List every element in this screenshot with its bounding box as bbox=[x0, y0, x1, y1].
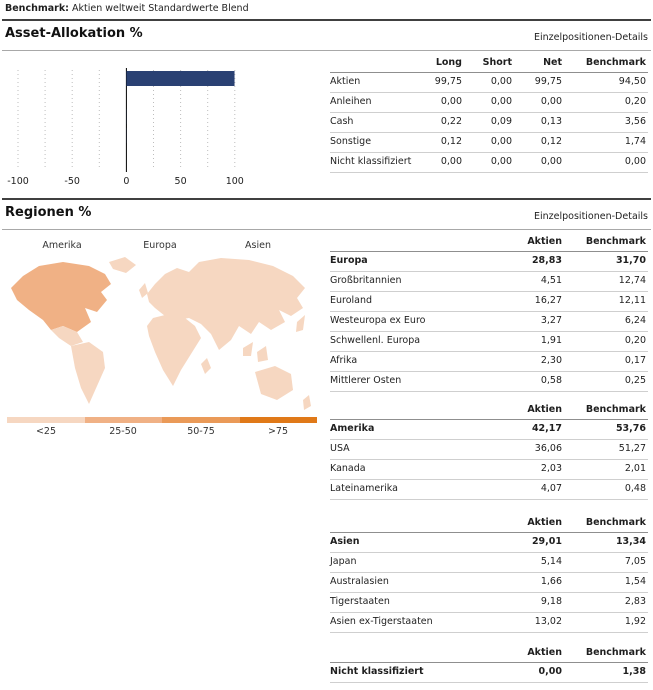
region-total-row bbox=[330, 252, 648, 272]
world-map bbox=[5, 240, 321, 440]
benchmark-value: Aktien weltweit Standardwerte Blend bbox=[72, 3, 249, 14]
cell-benchmark: 2,83 bbox=[564, 593, 648, 613]
madagascar-shape bbox=[201, 358, 211, 374]
section-title-regions: Regionen % bbox=[5, 205, 92, 220]
divider-thick bbox=[2, 198, 651, 200]
cell-benchmark: 6,24 bbox=[564, 312, 648, 332]
cell-benchmark: 12,74 bbox=[564, 272, 648, 292]
cell-net: 0,13 bbox=[514, 113, 564, 133]
row-label: Tigerstaaten bbox=[330, 593, 482, 613]
row-label: Sonstige bbox=[330, 133, 414, 153]
table-header-row bbox=[330, 236, 648, 252]
cell-benchmark: 0,48 bbox=[564, 480, 648, 500]
column-header: Benchmark bbox=[564, 404, 648, 420]
cell-aktien: 2,03 bbox=[482, 460, 564, 480]
column-header: Aktien bbox=[482, 517, 564, 533]
empty-header-cell bbox=[330, 57, 414, 73]
row-label: Nicht klassifiziert bbox=[330, 153, 414, 173]
cell-long: 99,75 bbox=[414, 73, 464, 93]
empty-header-cell bbox=[330, 647, 482, 663]
table-header-row bbox=[330, 57, 648, 73]
australia-shape bbox=[255, 366, 293, 400]
table-row bbox=[330, 113, 648, 133]
column-header: Aktien bbox=[482, 236, 564, 252]
cell-short: 0,09 bbox=[464, 113, 514, 133]
asset-allocation-bar-chart bbox=[5, 62, 321, 192]
cell-aktien: 1,66 bbox=[482, 573, 564, 593]
row-label: Europa bbox=[330, 252, 482, 272]
column-header: Benchmark bbox=[564, 236, 648, 252]
cell-aktien: 0,00 bbox=[482, 663, 564, 683]
legend-label: <25 bbox=[35, 426, 57, 437]
cell-long: 0,00 bbox=[414, 93, 464, 113]
divider-thin bbox=[2, 229, 651, 230]
cell-benchmark: 53,76 bbox=[564, 420, 648, 440]
table-row bbox=[330, 73, 648, 93]
legend-segment-lt25 bbox=[7, 417, 85, 423]
empty-header-cell bbox=[330, 517, 482, 533]
cell-benchmark: 1,74 bbox=[564, 133, 648, 153]
row-label: Asien ex-Tigerstaaten bbox=[330, 613, 482, 633]
cell-benchmark: 0,17 bbox=[564, 352, 648, 372]
cell-benchmark: 0,00 bbox=[564, 153, 648, 173]
region-row bbox=[330, 272, 648, 292]
empty-header-cell bbox=[330, 236, 482, 252]
section-title-asset-allocation: Asset-Allokation % bbox=[5, 26, 143, 41]
region-row bbox=[330, 613, 648, 633]
region-row bbox=[330, 312, 648, 332]
row-label: Amerika bbox=[330, 420, 482, 440]
asset-allocation-details-link[interactable]: Einzelpositionen-Details bbox=[534, 32, 648, 43]
row-label: Nicht klassifiziert bbox=[330, 663, 482, 683]
cell-aktien: 29,01 bbox=[482, 533, 564, 553]
region-row bbox=[330, 440, 648, 460]
cell-benchmark: 12,11 bbox=[564, 292, 648, 312]
row-label: Großbritannien bbox=[330, 272, 482, 292]
region-row bbox=[330, 352, 648, 372]
row-label: Lateinamerika bbox=[330, 480, 482, 500]
region-row bbox=[330, 573, 648, 593]
column-header: Aktien bbox=[482, 404, 564, 420]
row-label: USA bbox=[330, 440, 482, 460]
cell-aktien: 4,51 bbox=[482, 272, 564, 292]
cell-benchmark: 1,38 bbox=[564, 663, 648, 683]
cell-net: 0,00 bbox=[514, 153, 564, 173]
cell-benchmark: 0,20 bbox=[564, 332, 648, 352]
column-header: Benchmark bbox=[564, 57, 648, 73]
benchmark-line bbox=[5, 3, 249, 14]
cell-long: 0,00 bbox=[414, 153, 464, 173]
empty-header-cell bbox=[330, 404, 482, 420]
region-row bbox=[330, 372, 648, 392]
cell-net: 99,75 bbox=[514, 73, 564, 93]
column-header: Benchmark bbox=[564, 647, 648, 663]
legend-segment-gt75 bbox=[240, 417, 318, 423]
cell-aktien: 13,02 bbox=[482, 613, 564, 633]
row-label: Cash bbox=[330, 113, 414, 133]
row-label: Asien bbox=[330, 533, 482, 553]
bar-0 bbox=[126, 71, 234, 86]
axis-tick-label: 0 bbox=[123, 176, 130, 187]
cell-short: 0,00 bbox=[464, 93, 514, 113]
column-header: Aktien bbox=[482, 647, 564, 663]
cell-short: 0,00 bbox=[464, 153, 514, 173]
cell-benchmark: 1,92 bbox=[564, 613, 648, 633]
region-row bbox=[330, 593, 648, 613]
cell-benchmark: 2,01 bbox=[564, 460, 648, 480]
south-america-shape bbox=[71, 342, 105, 404]
region-row bbox=[330, 332, 648, 352]
cell-aktien: 4,07 bbox=[482, 480, 564, 500]
map-legend-bar bbox=[7, 417, 317, 423]
cell-benchmark: 7,05 bbox=[564, 553, 648, 573]
cell-long: 0,22 bbox=[414, 113, 464, 133]
row-label: Westeuropa ex Euro bbox=[330, 312, 482, 332]
greenland-shape bbox=[109, 257, 136, 273]
cell-benchmark: 3,56 bbox=[564, 113, 648, 133]
southeast-asia-island-shape bbox=[257, 346, 268, 362]
cell-benchmark: 94,50 bbox=[564, 73, 648, 93]
axis-tick-label: 50 bbox=[174, 176, 187, 187]
region-total-row bbox=[330, 533, 648, 553]
table-header-row bbox=[330, 517, 648, 533]
legend-label: >75 bbox=[267, 426, 289, 437]
region-row bbox=[330, 553, 648, 573]
table-row bbox=[330, 93, 648, 113]
axis-tick-label: 100 bbox=[225, 176, 244, 187]
cell-aktien: 3,27 bbox=[482, 312, 564, 332]
row-label: Kanada bbox=[330, 460, 482, 480]
bar-chart-svg bbox=[5, 62, 321, 192]
divider-thin bbox=[2, 50, 651, 51]
cell-short: 0,00 bbox=[464, 73, 514, 93]
cell-aktien: 28,83 bbox=[482, 252, 564, 272]
table-header-row bbox=[330, 404, 648, 420]
region-total-row bbox=[330, 420, 648, 440]
row-label: Afrika bbox=[330, 352, 482, 372]
new-zealand-shape bbox=[303, 395, 311, 410]
divider-thick bbox=[2, 19, 651, 21]
cell-benchmark: 0,25 bbox=[564, 372, 648, 392]
cell-aktien: 2,30 bbox=[482, 352, 564, 372]
table-header-row bbox=[330, 647, 648, 663]
region-table-nicht-klassifiziert bbox=[330, 647, 648, 683]
cell-net: 0,00 bbox=[514, 93, 564, 113]
map-label-asien: Asien bbox=[245, 240, 271, 251]
regions-details-link[interactable]: Einzelpositionen-Details bbox=[534, 211, 648, 222]
cell-benchmark: 1,54 bbox=[564, 573, 648, 593]
legend-segment-50-75 bbox=[162, 417, 240, 423]
column-header: Net bbox=[514, 57, 564, 73]
cell-benchmark: 13,34 bbox=[564, 533, 648, 553]
southeast-asia-island-shape bbox=[243, 342, 253, 356]
column-header: Short bbox=[464, 57, 514, 73]
cell-aktien: 0,58 bbox=[482, 372, 564, 392]
cell-short: 0,00 bbox=[464, 133, 514, 153]
cell-aktien: 9,18 bbox=[482, 593, 564, 613]
benchmark-label: Benchmark: bbox=[5, 3, 69, 14]
cell-benchmark: 31,70 bbox=[564, 252, 648, 272]
axis-tick-label: -50 bbox=[64, 176, 80, 187]
uk-shape bbox=[139, 283, 148, 298]
cell-aktien: 42,17 bbox=[482, 420, 564, 440]
column-header: Long bbox=[414, 57, 464, 73]
world-map-svg bbox=[5, 256, 321, 414]
map-label-europa: Europa bbox=[143, 240, 177, 251]
row-label: Japan bbox=[330, 553, 482, 573]
row-label: Anleihen bbox=[330, 93, 414, 113]
region-row bbox=[330, 460, 648, 480]
asset-allocation-table bbox=[330, 57, 648, 173]
row-label: Mittlerer Osten bbox=[330, 372, 482, 392]
cell-aktien: 36,06 bbox=[482, 440, 564, 460]
africa-shape bbox=[147, 314, 201, 386]
column-header: Benchmark bbox=[564, 517, 648, 533]
cell-aktien: 16,27 bbox=[482, 292, 564, 312]
region-row bbox=[330, 480, 648, 500]
cell-benchmark: 51,27 bbox=[564, 440, 648, 460]
table-row bbox=[330, 153, 648, 173]
cell-benchmark: 0,20 bbox=[564, 93, 648, 113]
cell-long: 0,12 bbox=[414, 133, 464, 153]
row-label: Aktien bbox=[330, 73, 414, 93]
japan-shape bbox=[296, 315, 305, 332]
legend-segment-25-50 bbox=[85, 417, 163, 423]
row-label: Australasien bbox=[330, 573, 482, 593]
legend-label: 50-75 bbox=[187, 426, 215, 437]
map-label-amerika: Amerika bbox=[42, 240, 82, 251]
region-total-row bbox=[330, 663, 648, 683]
row-label: Euroland bbox=[330, 292, 482, 312]
cell-aktien: 5,14 bbox=[482, 553, 564, 573]
north-america-shape bbox=[11, 262, 111, 332]
cell-aktien: 1,91 bbox=[482, 332, 564, 352]
region-table-europa bbox=[330, 236, 648, 392]
table-row bbox=[330, 133, 648, 153]
row-label: Schwellenl. Europa bbox=[330, 332, 482, 352]
cell-net: 0,12 bbox=[514, 133, 564, 153]
legend-label: 25-50 bbox=[109, 426, 137, 437]
axis-tick-label: -100 bbox=[7, 176, 29, 187]
region-table-asien bbox=[330, 517, 648, 633]
region-table-amerika bbox=[330, 404, 648, 500]
region-row bbox=[330, 292, 648, 312]
